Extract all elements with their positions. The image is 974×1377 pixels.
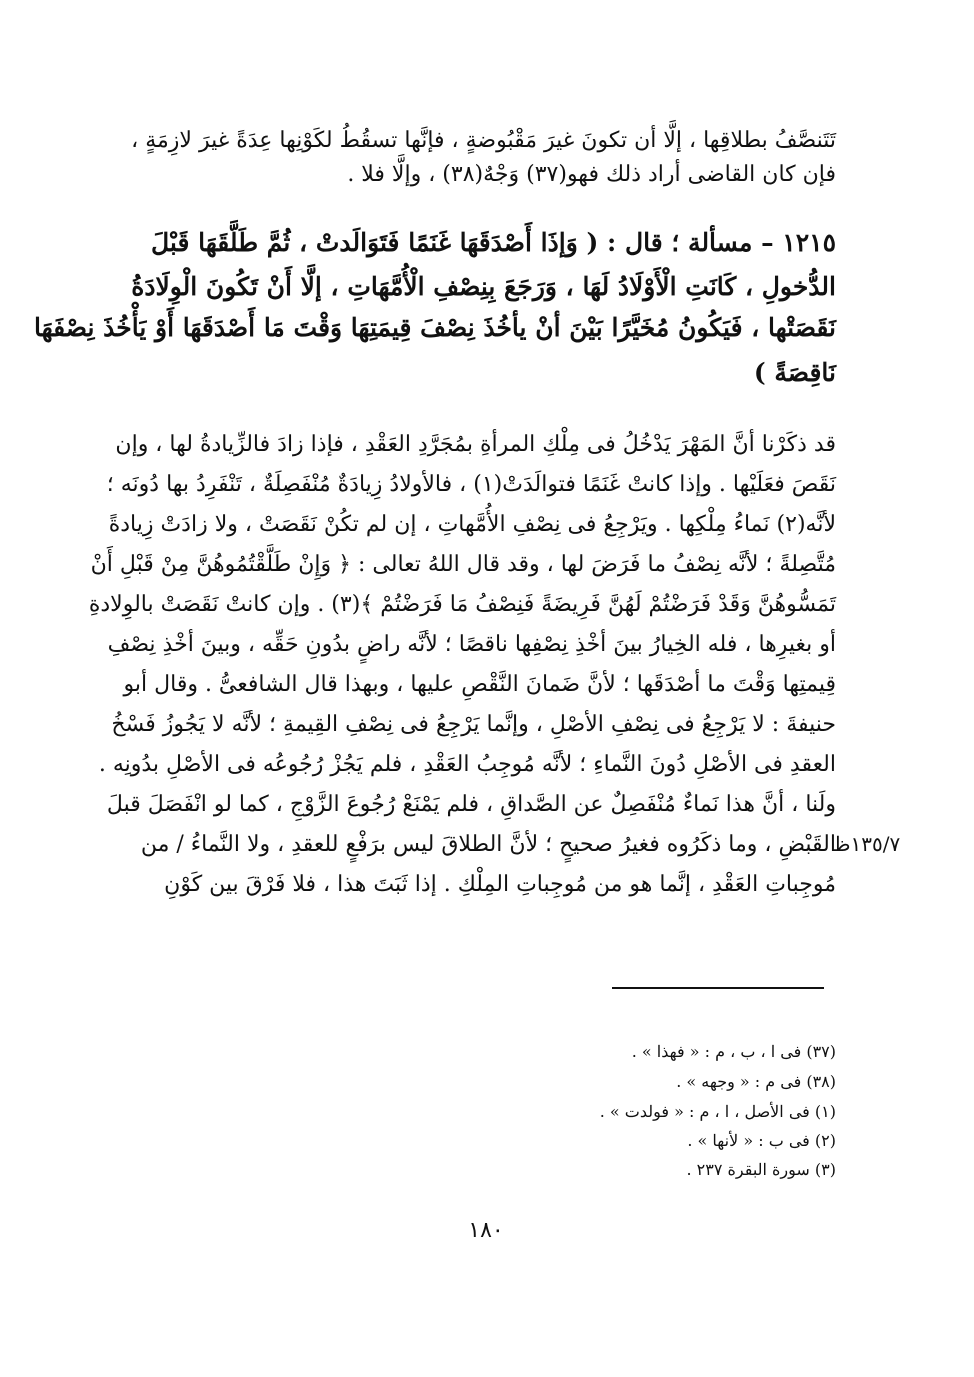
issue-heading-line: نَقَصَتْها ، فَيَكُونُ مُخَيَّرًا بَيْنَ أنْ يأخُذَ نِصْفَ قِيمَتِهَا وَقْتَ مَا أَصْدَقَهَا أَوْ يَأْخُذَ نِصْفَهَا <box>34 313 836 342</box>
intro-line: فإن كان القاضى أراد ذلك فهو(٣٧) وَجْهٌ(٣٨) ، وإلَّا فلا . <box>347 162 836 187</box>
page-number: ١٨٠ <box>468 1218 504 1243</box>
issue-heading-line: نَاقِصَةً ) <box>753 358 836 387</box>
footnote: (٣٧) فى ا ، ب ، م : « فهذا » . <box>631 1042 836 1061</box>
folio-margin-note: ١٣٥/٧ظ <box>832 832 901 856</box>
issue-heading-line: الدُّخولِ ، كَانَتِ الْأَوْلَادُ لَهَا ، وَرَجَعَ بِنِصْفِ الْأُمَّهَاتِ ، إلَّا أَنْ تَكُونَ الْوِلَادَةُ <box>131 272 836 301</box>
body-line: أو بغيرِها ، فله الخِيارُ بينَ أخْذِ نِصْفِها ناقصًا ؛ لأنَّه راضٍ بدُونِ حَقِّه ، وبينَ أخْذِ نِصْفِ <box>107 632 836 657</box>
footnote: (١) فى الأصل ، ا ، م : « فولدت » . <box>599 1102 836 1121</box>
footnote: (٢) فى ب : « لأنها » . <box>687 1131 836 1150</box>
body-line: حنيفةَ : لا يَرْجِعُ فى نِصْفِ الأصْلِ ، وإنَّما يَرْجِعُ فى نِصْفِ القِيمةِ ؛ لأنَّه لا يَجُوزُ فَسْخُ <box>111 712 836 737</box>
issue-heading-line: ١٢١٥ – مسألة ؛ قال : ( وَإذَا أَصْدَقَهَا غَنَمًا فَتَوَالَدتْ ، ثُمَّ طَلَّقَهَا قَبْلَ <box>151 228 836 257</box>
body-line: تَمَسُّوهُنَّ وَقَدْ فَرَضْتُمْ لَهُنَّ فَرِيضَةً فَنِصْفُ مَا فَرَضْتُمْ ﴾(٣) . وإن كانتْ نَقَصَتْ بالوِلادةِ <box>88 592 836 617</box>
body-line: لأنَّه(٢) نَماءُ مِلْكِها . ويَرْجِعُ فى نِصْفِ الأُمَّهاتِ ، إن لم تكُنْ نَقَصَتْ ، ولا زادَتْ زِيادةً <box>108 512 836 537</box>
body-line: القَبْضِ ، وما ذكَرُوه فغيرُ صحيحٍ ؛ لأنَّ الطلاقَ ليس برَفْعٍ للعقدِ ، ولا النَّماءُ / من <box>140 832 836 857</box>
body-line: العقدِ فى الأصْلِ دُونَ النَّماءِ ؛ لأنَّه مُوجِبُ العَقْدِ ، فلم يَجُزْ رُجُوعُه فى الأصْلِ بدُونِه . <box>98 752 836 777</box>
body-line: قِيمتِها وَقْتَ ما أصْدَقَها ؛ لأنَّ ضَمانَ النَّقْصِ عليها ، وبهذا قال الشافعىُّ . وقال أبو <box>123 672 836 697</box>
body-line: مُتَّصِلةً ؛ لأنَّه نِصْفُ ما فَرَضَ لها ، وقد قال اللهُ تعالى : ﴿ وَإِنْ طَلَّقْتُمُوهُنَّ مِنْ قَبْلِ أَنْ <box>90 552 836 577</box>
body-line: قد ذكَرْنا أنَّ المَهْرَ يَدْخُلُ فى مِلْكِ المرأةِ بمُجَرَّدِ العَقْدِ ، فإذا زادَ فالزِّيادةُ لها ، وإن <box>115 432 836 457</box>
intro-line: تَتَنصَّفُ بطلاقِها ، إلَّا أن تكونَ غيرَ مَقْبُوضةٍ ، فإنَّها تسقُطُ لكَوْنِها عِدَةً غيرَ لازِمَةٍ ، <box>131 128 836 153</box>
footnote: (٣٨) فى م : « وجهه » . <box>676 1072 836 1091</box>
footnote: (٣) سورة البقرة ٢٣٧ . <box>686 1160 836 1179</box>
body-line: ولَنا ، أنَّ هذا نَماءٌ مُنْفَصِلٌ عن الصَّداقِ ، فلم يَمْنَعْ رُجُوعَ الزَّوْجِ ، كما لو انْفَصَلَ قبلَ <box>106 792 836 817</box>
body-line: نَقَصَ فعَلَيْها . وإذا كانتْ غَنَمًا فتوالَدَتْ(١) ، فالأولادُ زِيادَةٌ مُنْفَصِلَةٌ ، تَنْفَرِدُ بها دُونَه ؛ <box>106 472 836 497</box>
footnote-separator <box>612 987 824 989</box>
body-line: مُوجِباتِ العَقْدِ ، إنَّما هو من مُوجِباتِ المِلْكِ . إذا ثَبَتَ هذا ، فلا فَرْقَ بين كَوْنِ <box>164 872 836 897</box>
